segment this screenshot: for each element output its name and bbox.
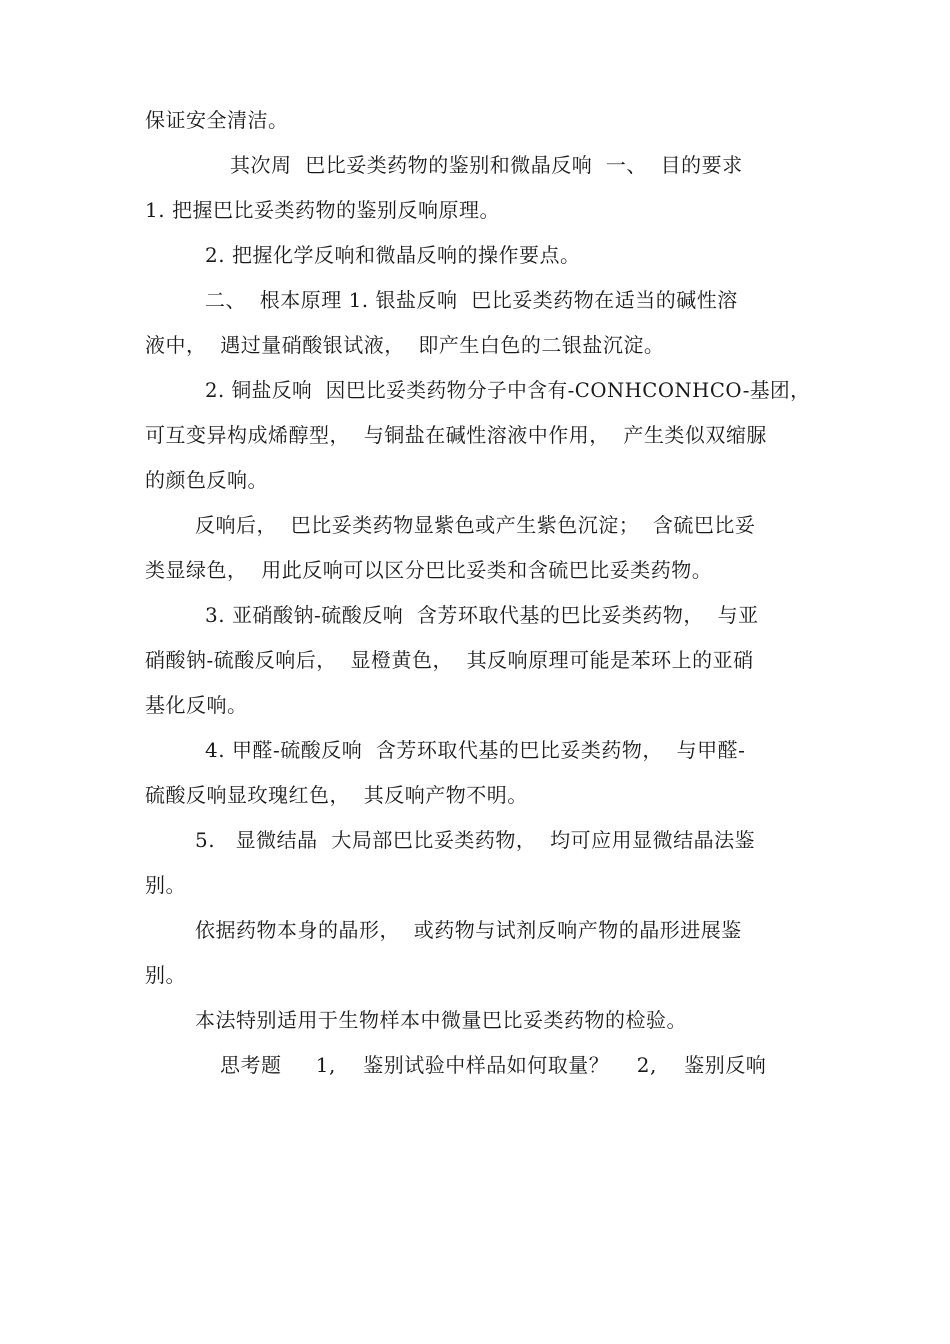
text-line: 1. 把握巴比妥类药物的鉴别反响原理。 [145, 198, 500, 222]
text-line: 别。 [145, 963, 186, 987]
section-heading: 其次周 巴比妥类药物的鉴别和微晶反响 一、 目的要求 [230, 153, 743, 177]
text-line: 硫酸反响显玫瑰红色， 其反响产物不明。 [145, 783, 528, 807]
text-line: 基化反响。 [145, 693, 248, 717]
text-line: 保证安全清洁。 [145, 108, 289, 132]
text-line: 3. 亚硝酸钠-硫酸反响 含芳环取代基的巴比妥类药物， 与亚 [205, 603, 759, 627]
text-line: 本法特别适用于生物样本中微量巴比妥类药物的检验。 [195, 1008, 687, 1032]
text-line: 别。 [145, 873, 186, 897]
text-line: 可互变异构成烯醇型， 与铜盐在碱性溶液中作用， 产生类似双缩脲 [145, 423, 767, 447]
text-line: 2. 把握化学反响和微晶反响的操作要点。 [205, 243, 581, 267]
text-line: 类显绿色， 用此反响可以区分巴比妥类和含硫巴比妥类药物。 [145, 558, 713, 582]
text-line: 的颜色反响。 [145, 468, 268, 492]
text-line: 硝酸钠-硫酸反响后， 显橙黄色， 其反响原理可能是苯环上的亚硝 [145, 648, 754, 672]
text-line: 液中， 遇过量硝酸银试液， 即产生白色的二银盐沉淀。 [145, 333, 665, 357]
text-line: 5. 显微结晶 大局部巴比妥类药物， 均可应用显微结晶法鉴 [195, 828, 756, 852]
text-line: 依据药物本身的晶形， 或药物与试剂反响产物的晶形进展鉴 [195, 918, 742, 942]
text-line: 4. 甲醛-硫酸反响 含芳环取代基的巴比妥类药物， 与甲醛- [205, 738, 746, 762]
text-line: 2. 铜盐反响 因巴比妥类药物分子中含有-CONHCONHCO-基团， [205, 378, 811, 402]
text-line: 思考题 1, 鉴别试验中样品如何取量？ 2, 鉴别反响 [220, 1053, 767, 1077]
text-line: 反响后， 巴比妥类药物显紫色或产生紫色沉淀； 含硫巴比妥 [195, 513, 756, 537]
text-line: 二、 根本原理 1. 银盐反响 巴比妥类药物在适当的碱性溶 [205, 288, 738, 312]
